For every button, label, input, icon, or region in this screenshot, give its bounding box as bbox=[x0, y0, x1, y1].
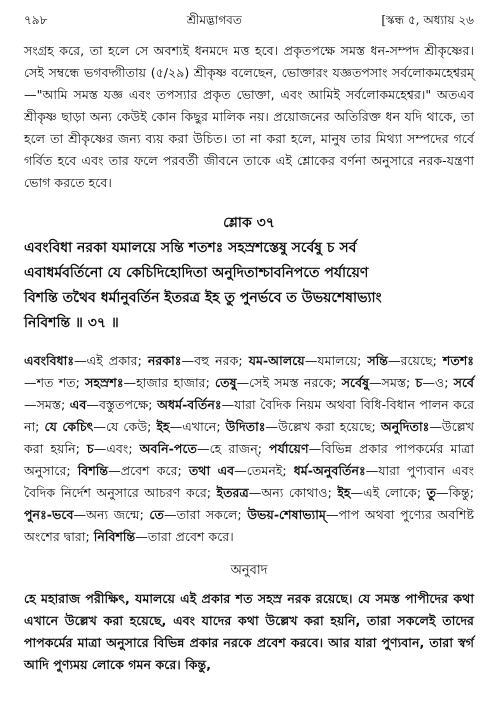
purport-continuation: সংগ্রহ করে, তা হলে সে অবশ্যই ধনমদে মত্ত হবে। প্রকৃতপক্ষে সমস্ত ধন-সম্পদ শ্রীকৃষ্ণের। সেই সম্বন্ধে ভগবদ্গীতায় (৫/২৯) শ্রীকৃষ্ণ বলেছেন, ভোক্তারং যজ্ঞতপসাং সর্বলোকমহেশ্বরম্—"আমি সমস্ত যজ্ঞ এবং তপস্যার প্রকৃত ভোক্তা, এবং আমিই সর্বলোকমহেশ্বর।" অতএব শ্রীকৃষ্ণ ছাড়া অন্য কেউই কোন কিছুর মালিক নয়। প্রয়োজনের অতিরিক্ত ধন যদি থাকে, তা হলে তা শ্রীকৃষ্ণের জন্য ব্যয় করা উচিত। তা না করা হলে, মানুষ তার মিথ্যা সম্পদের গর্বে গর্বিত হবে এবং তার ফলে পরবর্তী জীবনে তাকে এই শ্লোকের বর্ণনা অনুসারে নরক-যন্ত্রণা ভোগ করতে হবে। bbox=[24, 43, 474, 190]
translation-text: হে মহারাজ পরীক্ষিৎ, যমালয়ে এই প্রকার শত সহস্র নরক রয়েছে। যে সমস্ত পাপীদের কথা এখানে উল্লেখ করা হয়েছে, এবং যাদের কথা উল্লেখ করা হয়নি, তারা সকলেই তাদের পাপকর্মের মাত্রা অনুসারে বিভিন্ন প্রকার নরকে প্রবেশ করবে। আর যারা পুণ্যবান, তারা স্বর্গ আদি পুণ্যময় লোকে গমন করে। কিন্তু, bbox=[24, 591, 474, 672]
verse-line: এবাধর্মবর্তিনো যে কেচিদিহোদিতা অনুদিতাশ্চাবনিপতে পর্যায়েণ bbox=[24, 265, 369, 281]
book-page bbox=[24, 10, 474, 689]
synonym-meaning: বহু নরক bbox=[194, 353, 239, 368]
synonym-term: ইহ bbox=[337, 485, 351, 500]
synonym-meaning: যারা পুণ্যবান এবং বৈদিক নির্দেশ অনুসারে আচরণ করে bbox=[24, 463, 475, 500]
synonym-meaning: বস্তুতপক্ষে bbox=[98, 397, 149, 412]
synonym-term: সহস্রশঃ bbox=[85, 375, 124, 390]
synonym-meaning: প্রবেশ করে bbox=[120, 463, 178, 478]
synonym-term: যে কেচিৎ bbox=[44, 419, 94, 434]
synonym-term: তে bbox=[149, 507, 164, 522]
synonym-term: এবংবিধাঃ bbox=[24, 353, 75, 368]
synonym-meaning: শত শত bbox=[36, 375, 76, 390]
synonym-meaning: উল্লেখ করা হয়নি bbox=[24, 419, 475, 456]
synonym-meaning: হে রাজন্ bbox=[209, 441, 258, 456]
synonym-term: অনুদিতাঃ bbox=[380, 419, 430, 434]
synonym-term: অবনি-পতে bbox=[139, 441, 197, 456]
synonym-term: উভয়-শেষাভ্যাম্ bbox=[247, 507, 326, 522]
synonym-meaning: বিভিন্ন প্রকার পাপকর্মের মাত্রা অনুসারে bbox=[24, 441, 475, 478]
synonym-meaning: পাপ অথবা পুণ্যের অবশিষ্ট অংশের দ্বারা bbox=[24, 507, 475, 544]
synonym-term: ধর্ম-অনুবর্তিনঃ bbox=[293, 463, 366, 478]
word-for-word-synonyms: এবংবিধাঃ—এই প্রকার; নরকাঃ—বহু নরক; যম-আলয়ে—যমালয়ে; সন্তি—রয়েছে; শতশঃ—শত শত; সহস্রশঃ—হাজার হাজার; তেষু—সেই সমস্ত নরকে; সর্বেষু—সমস্ত; চ—ও; সর্বে—সমস্ত; এব—বস্তুতপক্ষে; অধর্ম-বর্তিনঃ—যারা বৈদিক নিয়ম অথবা বিধি-বিধান পালন করে না; যে কেচিৎ—যে কেউ; ইহ—এখানে; উদিতাঃ—উল্লেখ করা হয়েছে; অনুদিতাঃ—উল্লেখ করা হয়নি; চ—এবং; অবনি-পতে—হে রাজন্; পর্যায়েণ—বিভিন্ন প্রকার পাপকর্মের মাত্রা অনুসারে; বিশন্তি—প্রবেশ করে; তথা এব—তেমনই; ধর্ম-অনুবর্তিনঃ—যারা পুণ্যবান এবং বৈদিক নির্দেশ অনুসারে আচরণ করে; ইতরত্র—অন্য কোথাও; ইহ—এই লোকে; তু—কিন্তু; পুনঃ-ভবে—অন্য জন্মে; তে—তারা সকলে; উভয়-শেষাভ্যাম্—পাপ অথবা পুণ্যের অবশিষ্ট অংশের দ্বারা; নিবিশন্তি—তারা প্রবেশ করে। bbox=[24, 353, 475, 544]
synonym-term: এব bbox=[69, 397, 87, 412]
sloka-verse bbox=[24, 236, 474, 336]
synonym-meaning: এবং bbox=[106, 441, 129, 456]
synonym-meaning: সমস্ত bbox=[381, 375, 407, 390]
synonym-term: যম-আলয়ে bbox=[248, 353, 305, 368]
chapter-reference: [স্কন্ধ ৫, অধ্যায় ২৬ bbox=[381, 13, 474, 27]
page-number: ৭৯৮ bbox=[24, 13, 48, 27]
book-title: শ্রীমদ্ভাগবত bbox=[186, 13, 242, 27]
synonym-term: উদিতাঃ bbox=[225, 419, 266, 434]
synonym-meaning: উল্লেখ করা হয়েছে bbox=[278, 419, 372, 434]
synonym-term: পর্যায়েণ bbox=[269, 441, 309, 456]
synonym-term: নিবিশন্তি bbox=[93, 529, 136, 544]
synonym-term: তু bbox=[426, 485, 437, 500]
synonym-term: বিশন্তি bbox=[77, 463, 109, 478]
sloka-heading: শ্লোক ৩৭ bbox=[223, 215, 275, 231]
synonym-meaning: এই লোকে bbox=[363, 485, 417, 500]
synonym-meaning: রয়েছে bbox=[400, 353, 433, 368]
synonym-term: সর্বে bbox=[453, 375, 475, 390]
synonym-meaning: যমালয়ে bbox=[317, 353, 358, 368]
verse-line: এবংবিধা নরকা যমালয়ে সন্তি শতশঃ সহস্রশস্তেষু সর্বেষু চ সর্ব bbox=[24, 240, 357, 256]
translation-heading: অনুবাদ bbox=[230, 563, 268, 578]
synonym-meaning: যারা বৈদিক নিয়ম অথবা বিধি-বিধান পালন করে না bbox=[24, 397, 475, 434]
synonym-term: ইহ bbox=[156, 419, 170, 434]
synonym-term: শতশঃ bbox=[442, 353, 474, 368]
synonym-meaning: যে কেউ bbox=[105, 419, 148, 434]
synonym-term: ইতরত্র bbox=[216, 485, 249, 500]
page-header bbox=[24, 10, 474, 30]
synonym-term: সর্বেষু bbox=[341, 375, 370, 390]
synonym-meaning: সমস্ত bbox=[36, 397, 61, 412]
synonym-meaning: অন্য জন্মে bbox=[86, 507, 140, 522]
synonym-meaning: সেই সমস্ত নরকে bbox=[249, 375, 333, 390]
synonym-meaning: অন্য কোথাও bbox=[261, 485, 328, 500]
synonym-term: নরকাঃ bbox=[147, 353, 182, 368]
synonym-term: তেষু bbox=[215, 375, 237, 390]
synonym-term: চ bbox=[415, 375, 423, 390]
verse-line: নিবিশন্তি ॥ ৩৭ ॥ bbox=[24, 315, 119, 331]
synonym-term: অধর্ম-বর্তিনঃ bbox=[157, 397, 222, 412]
synonym-term: চ bbox=[86, 441, 94, 456]
synonym-meaning: তেমনই bbox=[246, 463, 283, 478]
synonym-term: পুনঃ-ভবে bbox=[24, 507, 74, 522]
synonym-meaning: ও bbox=[434, 375, 445, 390]
synonym-meaning: এই প্রকার bbox=[86, 353, 138, 368]
synonym-term: তথা এব bbox=[188, 463, 235, 478]
synonym-meaning: কিন্তু bbox=[448, 485, 470, 500]
synonym-term: সন্তি bbox=[367, 353, 388, 368]
synonym-meaning: তারা প্রবেশ করে bbox=[147, 529, 230, 544]
synonym-meaning: হাজার হাজার bbox=[136, 375, 206, 390]
synonym-meaning: তারা সকলে bbox=[176, 507, 238, 522]
verse-line: বিশন্তি তথৈব ধর্মানুবর্তিন ইতরত্র ইহ তু পুনর্ভবে ত উভয়শেষাভ্যাং bbox=[24, 290, 382, 306]
synonym-meaning: এখানে bbox=[182, 419, 217, 434]
